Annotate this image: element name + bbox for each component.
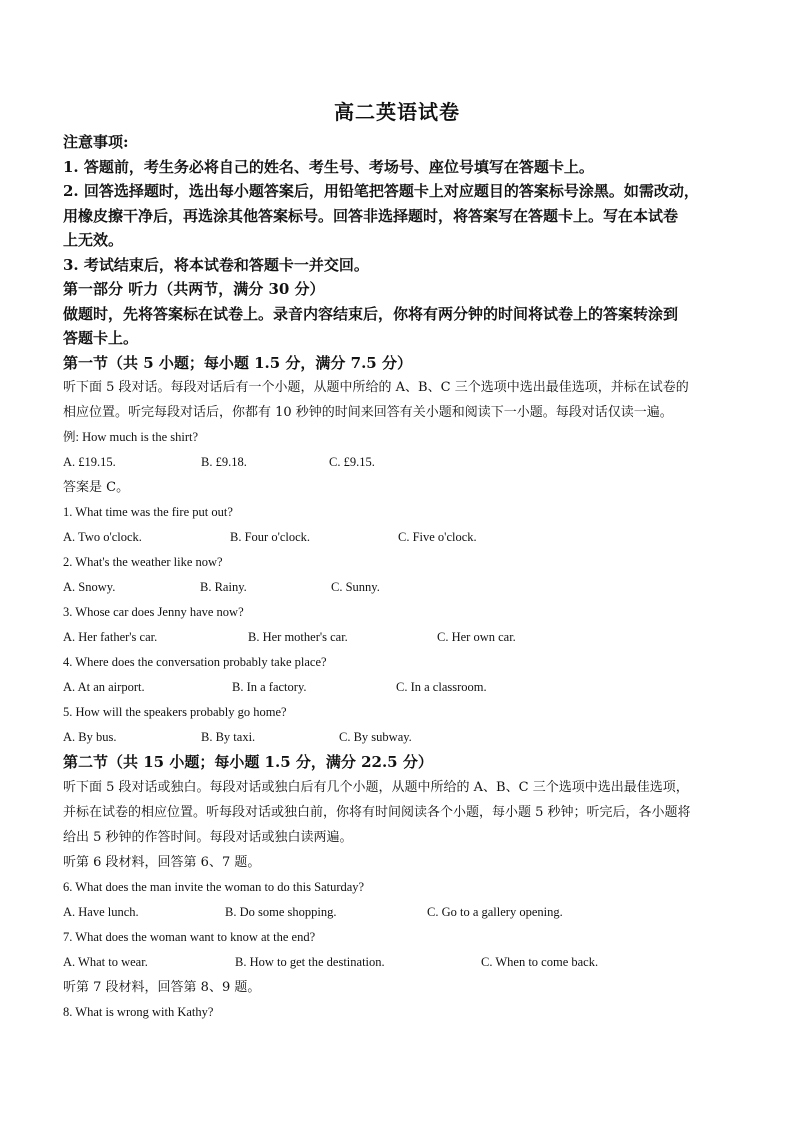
exam-title: 高二英语试卷 [334, 100, 460, 124]
section2-instruction-line-1: 听下面 5 段对话或独白。每段对话或独白后有几个小题，从题中所给的 A、B、C 三个选项中选出最佳选项， [63, 779, 689, 795]
notice-item-3: 3. 考试结束后，将本试卷和答题卡一并交回。 [63, 255, 369, 274]
option-b: B. By taxi. [201, 730, 256, 744]
notice-item-2-line-2: 用橡皮擦干净后，再选涂其他答案标号。回答非选择题时，将答案写在答题卡上。写在本试卷 [63, 206, 679, 225]
question-1: 1. What time was the fire put out? [63, 505, 233, 519]
material-7-note: 听第 7 段材料，回答第 8、9 题。 [63, 979, 261, 995]
example-question: 例: How much is the shirt? [63, 430, 199, 444]
question-4: 4. Where does the conversation probably take place? [63, 655, 327, 669]
question-7: 7. What does the woman want to know at the end? [63, 929, 316, 944]
question-1-options [63, 525, 731, 550]
question-6-options [63, 900, 731, 925]
option-a: A. Two o'clock. [63, 530, 142, 544]
section2-instruction-line-2: 并标在试卷的相应位置。听每段对话或独白前，你将有时间阅读各个小题，每小题 5 秒钟；听完后，各小题将 [63, 804, 691, 820]
question-5: 5. How will the speakers probably go home? [63, 705, 287, 719]
option-b: B. Do some shopping. [225, 904, 337, 919]
section1-instruction-line-1: 听下面 5 段对话。每段对话后有一个小题，从题中所给的 A、B、C 三个选项中选出最佳选项，并标在试卷的 [63, 380, 689, 395]
question-3: 3. Whose car does Jenny have now? [63, 605, 244, 619]
option-c: C. £9.15. [329, 455, 375, 469]
option-a: A. Have lunch. [63, 904, 139, 919]
notice-item-1: 1. 答题前，考生务必将自己的姓名、考生号、考场号、座位号填写在答题卡上。 [63, 157, 594, 176]
option-c: C. Go to a gallery opening. [427, 904, 563, 919]
part1-intro-line-2: 答题卡上。 [63, 329, 139, 347]
option-c: C. Five o'clock. [398, 530, 477, 544]
option-c: C. When to come back. [481, 954, 599, 969]
section2-heading: 第二节（共 15 小题；每小题 1.5 分，满分 22.5 分） [63, 753, 433, 771]
option-c: C. Sunny. [331, 580, 380, 594]
option-b: B. Her mother's car. [248, 630, 348, 644]
option-b: B. In a factory. [232, 680, 307, 694]
part1-intro-line-1: 做题时，先将答案标在试卷上。录音内容结束后，你将有两分钟的时间将试卷上的答案转涂到 [63, 304, 679, 323]
material-6-note: 听第 6 段材料，回答第 6、7 题。 [63, 854, 261, 870]
section2-instruction-line-3: 给出 5 秒钟的作答时间。每段对话或独白读两遍。 [63, 829, 353, 845]
question-5-options [63, 725, 731, 750]
option-c: C. By subway. [339, 730, 412, 744]
option-a: A. £19.15. [63, 455, 116, 469]
option-c: C. In a classroom. [396, 680, 487, 694]
option-a: A. By bus. [63, 730, 117, 744]
option-b: B. Four o'clock. [230, 530, 311, 544]
option-c: C. Her own car. [437, 630, 516, 644]
example-options [63, 450, 731, 475]
notice-item-2-line-3: 上无效。 [63, 231, 124, 249]
option-b: B. £9.18. [201, 455, 247, 469]
option-a: A. What to wear. [63, 954, 148, 969]
question-7-options [63, 950, 731, 975]
option-b: B. How to get the destination. [235, 954, 385, 969]
question-4-options [63, 675, 731, 700]
section1-instruction-line-2: 相应位置。听完每段对话后，你都有 10 秒钟的时间来回答有关小题和阅读下一小题。每段对话仅读一遍。 [63, 405, 673, 420]
option-a: A. Snowy. [63, 580, 116, 594]
section1-heading: 第一节（共 5 小题；每小题 1.5 分，满分 7.5 分） [63, 353, 412, 372]
notice-heading: 注意事项: [63, 133, 129, 151]
question-8: 8. What is wrong with Kathy? [63, 1004, 214, 1019]
question-2-options [63, 575, 731, 600]
option-a: A. Her father's car. [63, 630, 158, 644]
question-2: 2. What's the weather like now? [63, 555, 223, 569]
notice-item-2-line-1: 2. 回答选择题时，选出每小题答案后，用铅笔把答题卡上对应题目的答案标号涂黑。如需改动， [63, 182, 699, 200]
exam-content [63, 130, 731, 1025]
option-b: B. Rainy. [200, 580, 247, 594]
question-3-options [63, 625, 731, 650]
example-answer: 答案是 C。 [63, 480, 130, 495]
question-6: 6. What does the man invite the woman to do this Saturday? [63, 879, 365, 894]
option-a: A. At an airport. [63, 680, 145, 694]
part1-heading: 第一部分 听力（共两节，满分 30 分） [63, 280, 325, 298]
